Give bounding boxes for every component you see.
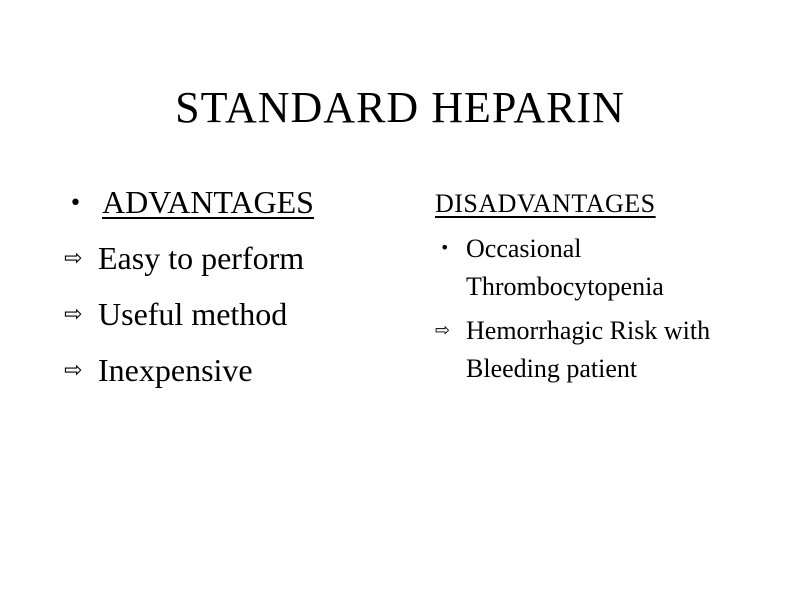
arrow-right-icon: ⇨ — [64, 358, 83, 383]
advantage-item-text: Easy to perform — [98, 240, 305, 276]
advantages-heading-row — [64, 180, 404, 229]
advantage-item — [64, 236, 404, 285]
disadvantages-heading: DISADVANTAGES — [435, 189, 656, 218]
disadvantage-item-text: Occasional Thrombocytopenia — [466, 234, 664, 301]
arrow-right-icon: ⇨ — [64, 302, 83, 327]
advantages-column — [64, 180, 404, 404]
advantage-item — [64, 292, 404, 341]
disadvantage-item — [435, 312, 775, 388]
bullet-dot-icon: • — [69, 191, 82, 216]
disadvantage-item — [435, 230, 775, 306]
advantage-item — [64, 348, 404, 397]
bullet-dot-icon: • — [440, 238, 450, 257]
slide-title: STANDARD HEPARIN — [175, 83, 625, 132]
advantage-item-text: Useful method — [98, 296, 288, 332]
advantages-heading: ADVANTAGES — [102, 184, 314, 220]
arrow-right-icon: ⇨ — [435, 320, 451, 341]
advantage-item-text: Inexpensive — [98, 352, 253, 388]
disadvantage-item-text: Hemorrhagic Risk with Bleeding patient — [466, 316, 711, 383]
arrow-right-icon: ⇨ — [64, 246, 83, 271]
disadvantages-column — [435, 186, 775, 394]
